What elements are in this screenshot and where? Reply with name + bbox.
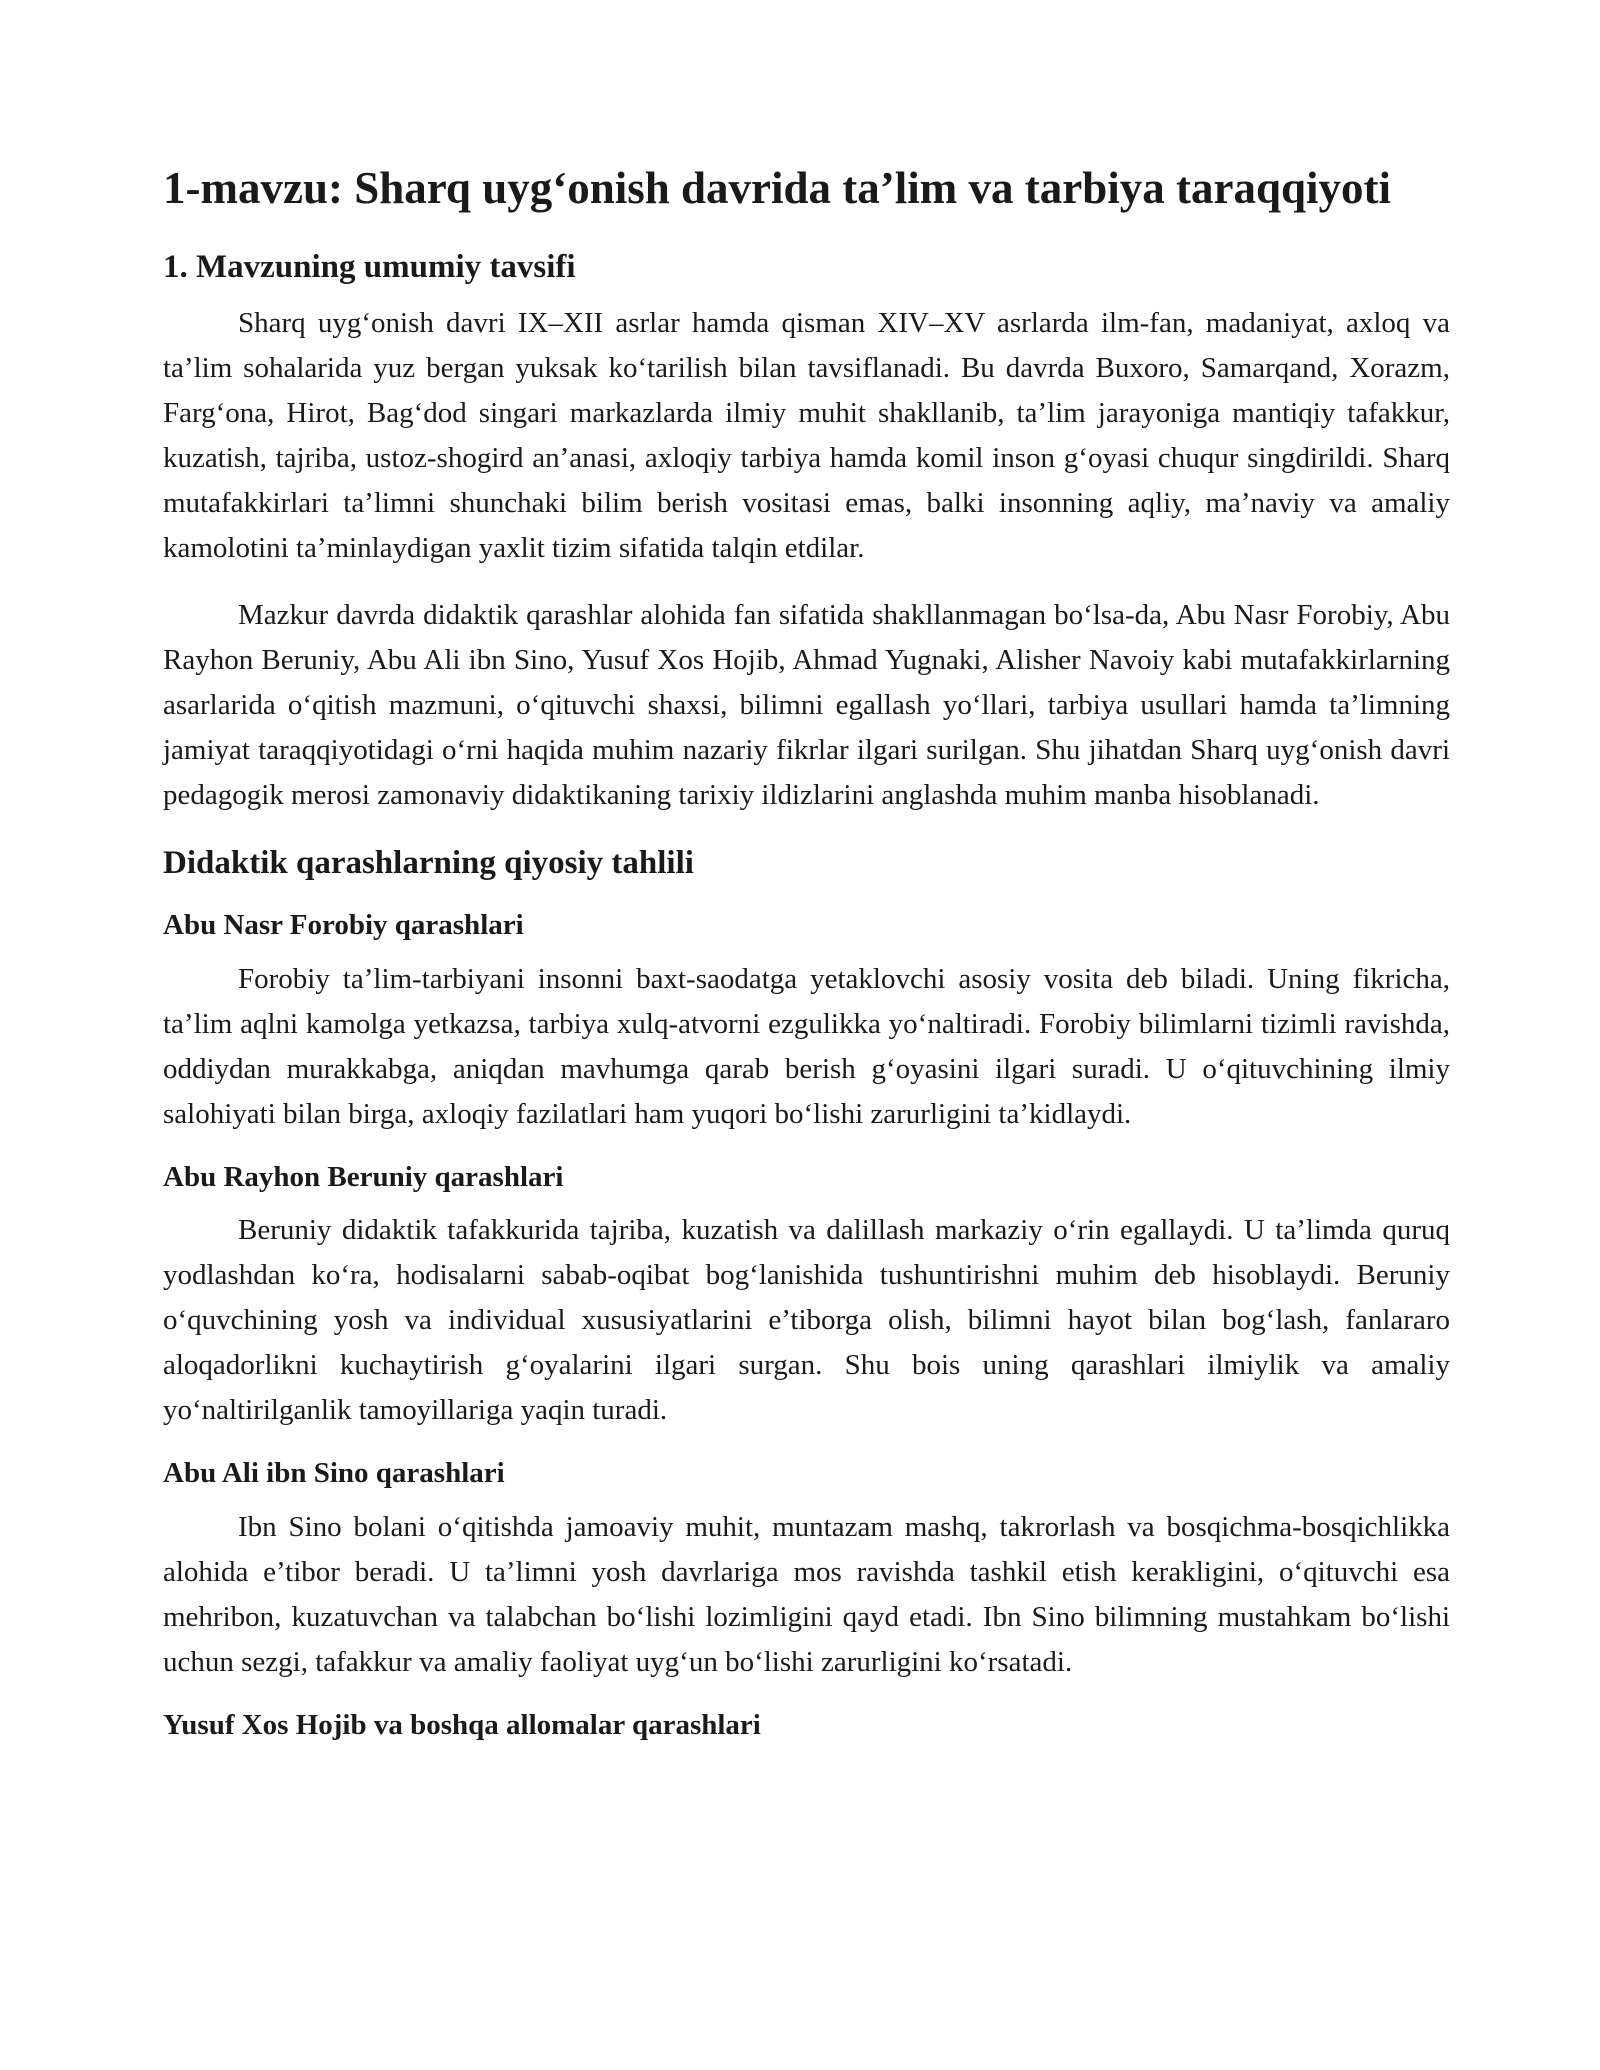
document-page <box>163 160 1450 1757</box>
subsection-beruni-text: Beruniy didaktik tafakkurida tajriba, kuzatish va dalillash markaziy o‘rin egallaydi. U ta’limda quruq yodlashdan ko‘ra, hodisalarni sabab-oqibat bog‘lanishida tushuntirishni muhim deb hisoblaydi. Beruniy o‘quvchining yosh va individual xususiyatlarini e’tiborga olish, bilimni hayot bilan bog‘lash, fanlararo aloqadorlikni kuchaytirish g‘oyalarini ilgari surgan. Shu bois uning qarashlari ilmiylik va amaliy yo‘naltirilganlik tamoyillariga yaqin turadi. <box>163 1214 1450 1427</box>
subsection-yusuf-heading: Yusuf Xos Hojib va boshqa allomalar qarashlari <box>163 1709 761 1742</box>
subsection-farabi-text: Forobiy ta’lim-tarbiyani insonni baxt-saodatga yetaklovchi asosiy vosita deb biladi. Uning fikricha, ta’lim aqlni kamolga yetkazsa, tarbiya xulq-atvorni ezgulikka yo‘naltiradi. Forobiy bilimlarni tizimli ravishda, oddiydan murakkabga, aniqdan mavhumga qarab berish g‘oyasini ilgari suradi. U o‘qituvchining ilmiy salohiyati bilan birga, axloqiy fazilatlari ham yuqori bo‘lishi zarurligini ta’kidlaydi. <box>163 962 1450 1130</box>
section-1-paragraph-2: Mazkur davrda didaktik qarashlar alohida fan sifatida shakllanmagan bo‘lsa-da, Abu Nasr Forobiy, Abu Rayhon Beruniy, Abu Ali ibn Sino, Yusuf Xos Hojib, Ahmad Yugnaki, Alisher Navoiy kabi mutafakkirlarning asarlarida o‘qitish mazmuni, o‘qituvchi shaxsi, bilimni egallash yo‘llari, tarbiya usullari hamda ta’limning jamiyat taraqqiyotidagi o‘rni haqida muhim nazariy fikrlar ilgari surilgan. Shu jihatdan Sharq uyg‘onish davri pedagogik merosi zamonaviy didaktikaning tarixiy ildizlarini anglashda muhim manba hisoblanadi. <box>163 599 1450 812</box>
subsection-ibn-sino-heading: Abu Ali ibn Sino qarashlari <box>163 1457 505 1490</box>
subsection-beruni-heading: Abu Rayhon Beruniy qarashlari <box>163 1160 564 1193</box>
subsection-ibn-sino-text: Ibn Sino bolani o‘qitishda jamoaviy muhit, muntazam mashq, takrorlash va bosqichma-bosqichlikka alohida e’tibor beradi. U ta’limni yosh davrlariga mos ravishda tashkil etish kerakligini, o‘qituvchi esa mehribon, kuzatuvchan va talabchan bo‘lishi lozimligini qayd etadi. Ibn Sino bilimning mustahkam bo‘lishi uchun sezgi, tafakkur va amaliy faoliyat uyg‘un bo‘lishi zarurligini ko‘rsatadi. <box>163 1511 1450 1679</box>
section-1-heading: 1. Mavzuning umumiy tavsifi <box>163 249 576 286</box>
document-title: 1-mavzu: Sharq uyg‘onish davrida ta’lim va tarbiya taraqqiyoti <box>163 163 1392 213</box>
subsection-farabi-heading: Abu Nasr Forobiy qarashlari <box>163 909 524 942</box>
section-2-heading: Didaktik qarashlarning qiyosiy tahlili <box>163 845 694 882</box>
section-1-paragraph-1: Sharq uyg‘onish davri IX–XII asrlar hamda qisman XIV–XV asrlarda ilm-fan, madaniyat, axloq va ta’lim sohalarida yuz bergan yuksak ko‘tarilish bilan tavsiflanadi. Bu davrda Buxoro, Samarqand, Xorazm, Farg‘ona, Hirot, Bag‘dod singari markazlarda ilmiy muhit shakllanib, ta’lim jarayoniga mantiqiy tafakkur, kuzatish, tajriba, ustoz-shogird an’anasi, axloqiy tarbiya hamda komil inson g‘oyasi chuqur singdirildi. Sharq mutafakkirlari ta’limni shunchaki bilim berish vositasi emas, balki insonning aqliy, ma’naviy va amaliy kamolotini ta’minlaydigan yaxlit tizim sifatida talqin etdilar. <box>163 307 1450 565</box>
